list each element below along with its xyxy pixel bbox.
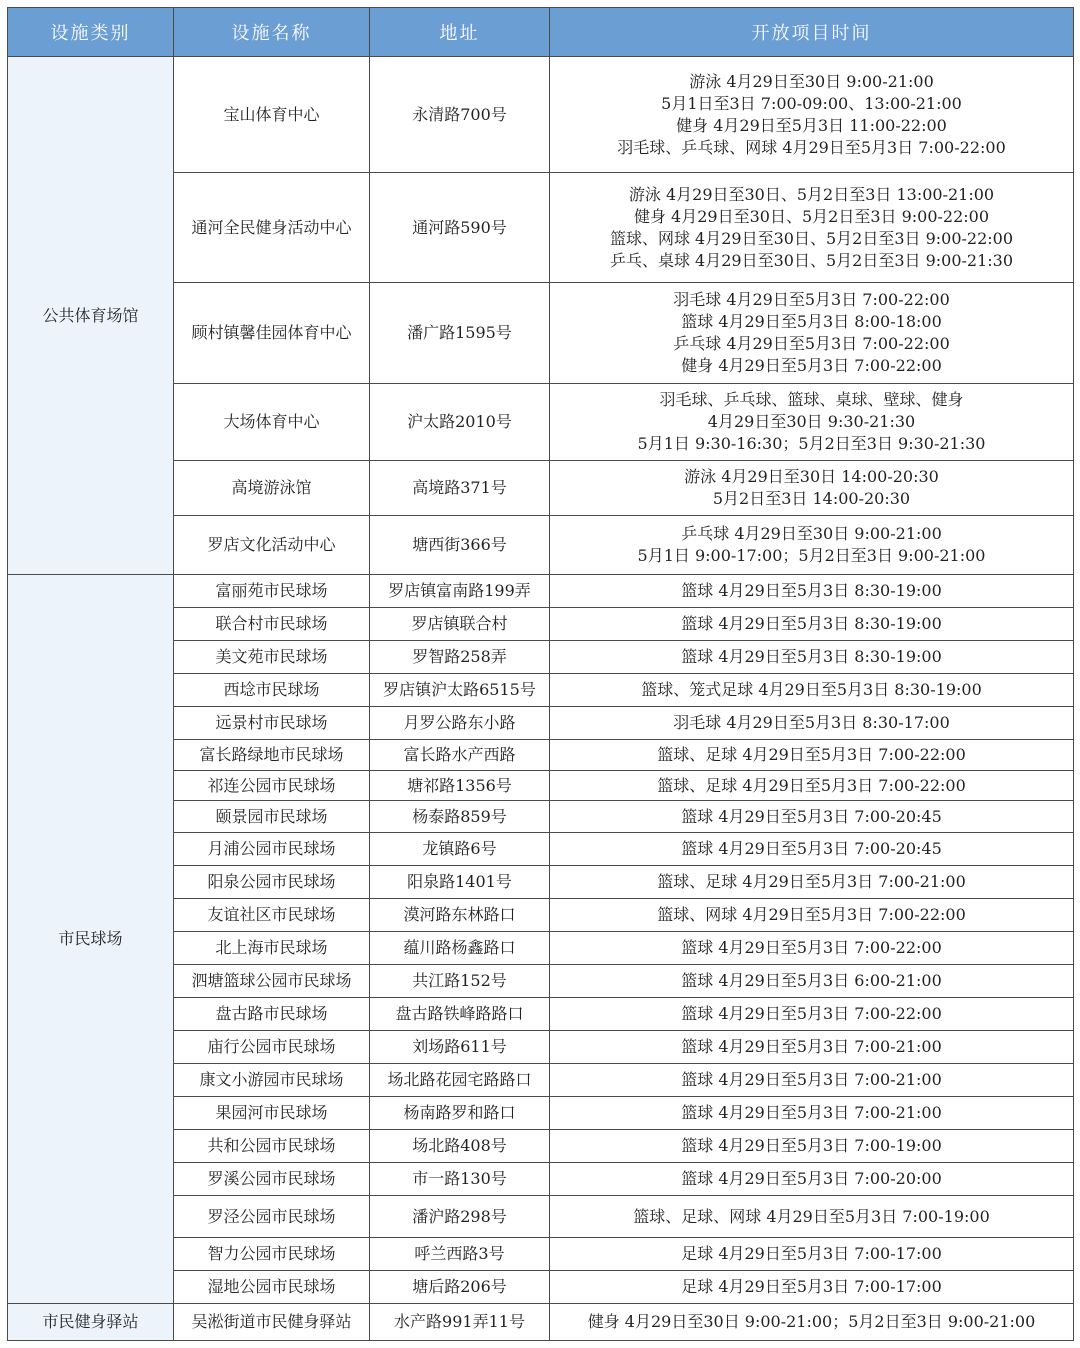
address-cell: 罗智路258弄 (370, 641, 550, 674)
hours-line: 篮球、足球 4月29日至5月3日 7:00-21:00 (657, 872, 966, 891)
hours-line: 篮球 4月29日至5月3日 7:00-20:45 (681, 806, 942, 826)
hours-line: 游泳 4月29日至30日 14:00-20:30 (684, 467, 939, 486)
table-body (8, 57, 1074, 1341)
hours-line: 羽毛球、乒乓球、网球 4月29日至5月3日 7:00-22:00 (617, 137, 1006, 157)
hours-line: 羽毛球 4月29日至5月3日 8:30-17:00 (673, 713, 950, 732)
facility-name-cell: 共和公园市民球场 (174, 1130, 370, 1163)
hours-line: 游泳 4月29日至30日 9:00-21:00 (689, 71, 934, 91)
hours-cell (550, 384, 1074, 461)
facility-name-cell: 康文小游园市民球场 (174, 1064, 370, 1097)
address-cell: 高境路371号 (370, 461, 550, 516)
address-cell: 塘祁路1356号 (370, 771, 550, 801)
hours-line: 乒乓球 4月29日至30日 9:00-21:00 (681, 524, 942, 543)
hours-cell (550, 1271, 1074, 1304)
header-row (8, 8, 1074, 57)
address-cell: 永清路700号 (370, 57, 550, 173)
hours-cell (550, 1130, 1074, 1163)
address-cell: 龙镇路6号 (370, 833, 550, 866)
header-hours: 开放项目时间 (550, 8, 1074, 57)
address-cell: 场北路花园宅路路口 (370, 1064, 550, 1097)
hours-line: 篮球、足球、网球 4月29日至5月3日 7:00-19:00 (633, 1206, 990, 1226)
address-cell: 塘后路206号 (370, 1271, 550, 1304)
facility-name-cell: 通河全民健身活动中心 (174, 173, 370, 283)
address-cell: 共江路152号 (370, 965, 550, 998)
hours-cell (550, 998, 1074, 1031)
facility-name-cell: 顾村镇馨佳园体育中心 (174, 283, 370, 384)
hours-cell (550, 641, 1074, 674)
hours-cell (550, 674, 1074, 707)
facility-name-cell: 颐景园市民球场 (174, 801, 370, 833)
hours-cell (550, 173, 1074, 283)
hours-line: 篮球 4月29日至5月3日 7:00-21:00 (681, 1103, 942, 1122)
hours-line: 篮球 4月29日至5月3日 8:30-19:00 (681, 581, 942, 600)
hours-line: 4月29日至30日 9:30-21:30 (707, 412, 916, 431)
facility-name-cell: 富长路绿地市民球场 (174, 740, 370, 771)
hours-line: 篮球 4月29日至5月3日 8:30-19:00 (681, 647, 942, 666)
hours-line: 足球 4月29日至5月3日 7:00-17:00 (681, 1277, 942, 1296)
facility-name-cell: 远景村市民球场 (174, 707, 370, 740)
hours-line: 健身 4月29日至5月3日 7:00-22:00 (681, 356, 942, 375)
facility-name-cell: 月浦公园市民球场 (174, 833, 370, 866)
address-cell: 场北路408号 (370, 1130, 550, 1163)
address-cell: 呼兰西路3号 (370, 1238, 550, 1271)
address-cell: 罗店镇富南路199弄 (370, 575, 550, 608)
hours-cell (550, 575, 1074, 608)
hours-cell (550, 1064, 1074, 1097)
hours-cell (550, 771, 1074, 801)
hours-line: 篮球、网球 4月29日至5月3日 7:00-22:00 (657, 905, 966, 924)
hours-line: 篮球 4月29日至5月3日 7:00-20:45 (681, 839, 942, 858)
hours-cell (550, 1238, 1074, 1271)
hours-cell (550, 516, 1074, 575)
address-cell: 杨南路罗和路口 (370, 1097, 550, 1130)
table-row (8, 1304, 1074, 1341)
hours-line: 羽毛球、乒乓球、篮球、桌球、壁球、健身 (659, 390, 964, 409)
hours-line: 篮球、足球 4月29日至5月3日 7:00-22:00 (657, 745, 966, 764)
hours-line: 篮球 4月29日至5月3日 7:00-22:00 (681, 938, 942, 957)
address-cell: 月罗公路东小路 (370, 707, 550, 740)
hours-line: 羽毛球 4月29日至5月3日 7:00-22:00 (673, 290, 950, 309)
address-cell: 水产路991弄11号 (370, 1304, 550, 1341)
address-cell: 市一路130号 (370, 1163, 550, 1196)
facility-name-cell: 湿地公园市民球场 (174, 1271, 370, 1304)
hours-cell (550, 1031, 1074, 1064)
address-cell: 蕴川路杨鑫路口 (370, 932, 550, 965)
facility-name-cell: 友谊社区市民球场 (174, 899, 370, 932)
hours-cell (550, 833, 1074, 866)
address-cell: 沪太路2010号 (370, 384, 550, 461)
hours-line: 足球 4月29日至5月3日 7:00-17:00 (681, 1244, 942, 1263)
hours-cell (550, 866, 1074, 899)
header-address: 地址 (370, 8, 550, 57)
hours-line: 健身 4月29日至30日 9:00-21:00；5月2日至3日 9:00-21:00 (587, 1312, 1036, 1331)
address-cell: 潘沪路298号 (370, 1196, 550, 1238)
facility-name-cell: 吴淞街道市民健身驿站 (174, 1304, 370, 1341)
address-cell: 盘古路铁峰路路口 (370, 998, 550, 1031)
facility-name-cell: 祁连公园市民球场 (174, 771, 370, 801)
category-cell: 市民球场 (8, 575, 174, 1304)
facility-name-cell: 智力公园市民球场 (174, 1238, 370, 1271)
facility-name-cell: 美文苑市民球场 (174, 641, 370, 674)
hours-line: 乒乓球 4月29日至5月3日 7:00-22:00 (673, 334, 950, 353)
hours-line: 游泳 4月29日至30日、5月2日至3日 13:00-21:00 (628, 184, 995, 204)
table-row (8, 575, 1074, 608)
facility-name-cell: 泗塘篮球公园市民球场 (174, 965, 370, 998)
hours-line: 5月2日至3日 14:00-20:30 (712, 489, 911, 508)
hours-line: 篮球 4月29日至5月3日 7:00-21:00 (681, 1037, 942, 1056)
hours-line: 篮球 4月29日至5月3日 6:00-21:00 (681, 971, 942, 990)
address-cell: 漠河路东林路口 (370, 899, 550, 932)
address-cell: 罗店镇沪太路6515号 (370, 674, 550, 707)
hours-cell (550, 461, 1074, 516)
hours-cell (550, 707, 1074, 740)
hours-cell (550, 608, 1074, 641)
hours-line: 篮球 4月29日至5月3日 8:00-18:00 (681, 312, 942, 331)
facility-name-cell: 罗店文化活动中心 (174, 516, 370, 575)
hours-cell (550, 932, 1074, 965)
hours-line: 5月1日 9:00-17:00；5月2日至3日 9:00-21:00 (637, 546, 986, 565)
address-cell: 富长路水产西路 (370, 740, 550, 771)
address-cell: 通河路590号 (370, 173, 550, 283)
category-cell: 公共体育场馆 (8, 57, 174, 575)
hours-line: 篮球、笼式足球 4月29日至5月3日 8:30-19:00 (641, 680, 982, 699)
hours-line: 篮球 4月29日至5月3日 7:00-21:00 (681, 1070, 942, 1089)
hours-line: 健身 4月29日至5月3日 11:00-22:00 (676, 115, 947, 135)
address-cell: 罗店镇联合村 (370, 608, 550, 641)
facility-name-cell: 宝山体育中心 (174, 57, 370, 173)
address-cell: 刘场路611号 (370, 1031, 550, 1064)
hours-line: 健身 4月29日至30日、5月2日至3日 9:00-22:00 (633, 206, 990, 226)
hours-cell (550, 1304, 1074, 1341)
facility-table (7, 7, 1074, 1341)
facility-name-cell: 富丽苑市民球场 (174, 575, 370, 608)
facility-name-cell: 高境游泳馆 (174, 461, 370, 516)
facility-name-cell: 北上海市民球场 (174, 932, 370, 965)
facility-name-cell: 庙行公园市民球场 (174, 1031, 370, 1064)
hours-cell (550, 283, 1074, 384)
facility-name-cell: 罗溪公园市民球场 (174, 1163, 370, 1196)
facility-name-cell: 联合村市民球场 (174, 608, 370, 641)
address-cell: 塘西街366号 (370, 516, 550, 575)
header-name: 设施名称 (174, 8, 370, 57)
hours-line: 5月1日 9:30-16:30；5月2日至3日 9:30-21:30 (637, 434, 986, 453)
hours-line: 篮球 4月29日至5月3日 7:00-19:00 (681, 1136, 942, 1155)
hours-cell (550, 899, 1074, 932)
hours-line: 篮球 4月29日至5月3日 7:00-20:00 (681, 1169, 942, 1188)
hours-line: 5月1日至3日 7:00-09:00、13:00-21:00 (661, 93, 962, 113)
table-row (8, 57, 1074, 173)
facility-name-cell: 盘古路市民球场 (174, 998, 370, 1031)
facility-name-cell: 西埝市民球场 (174, 674, 370, 707)
hours-line: 篮球 4月29日至5月3日 7:00-22:00 (681, 1004, 942, 1023)
address-cell: 阳泉路1401号 (370, 866, 550, 899)
facility-name-cell: 阳泉公园市民球场 (174, 866, 370, 899)
hours-cell (550, 1196, 1074, 1238)
facility-name-cell: 大场体育中心 (174, 384, 370, 461)
address-cell: 杨泰路859号 (370, 801, 550, 833)
hours-cell (550, 801, 1074, 833)
hours-line: 乒乓、桌球 4月29日至30日、5月2日至3日 9:00-21:30 (609, 250, 1014, 270)
facility-name-cell: 果园河市民球场 (174, 1097, 370, 1130)
address-cell: 潘广路1595号 (370, 283, 550, 384)
category-cell: 市民健身驿站 (8, 1304, 174, 1341)
hours-line: 篮球 4月29日至5月3日 8:30-19:00 (681, 614, 942, 633)
hours-cell (550, 57, 1074, 173)
hours-line: 篮球、网球 4月29日至30日、5月2日至3日 9:00-22:00 (609, 228, 1014, 248)
facility-name-cell: 罗泾公园市民球场 (174, 1196, 370, 1238)
hours-cell (550, 965, 1074, 998)
hours-cell (550, 1163, 1074, 1196)
hours-line: 篮球、足球 4月29日至5月3日 7:00-22:00 (657, 775, 966, 795)
hours-cell (550, 1097, 1074, 1130)
header-category: 设施类别 (8, 8, 174, 57)
hours-cell (550, 740, 1074, 771)
